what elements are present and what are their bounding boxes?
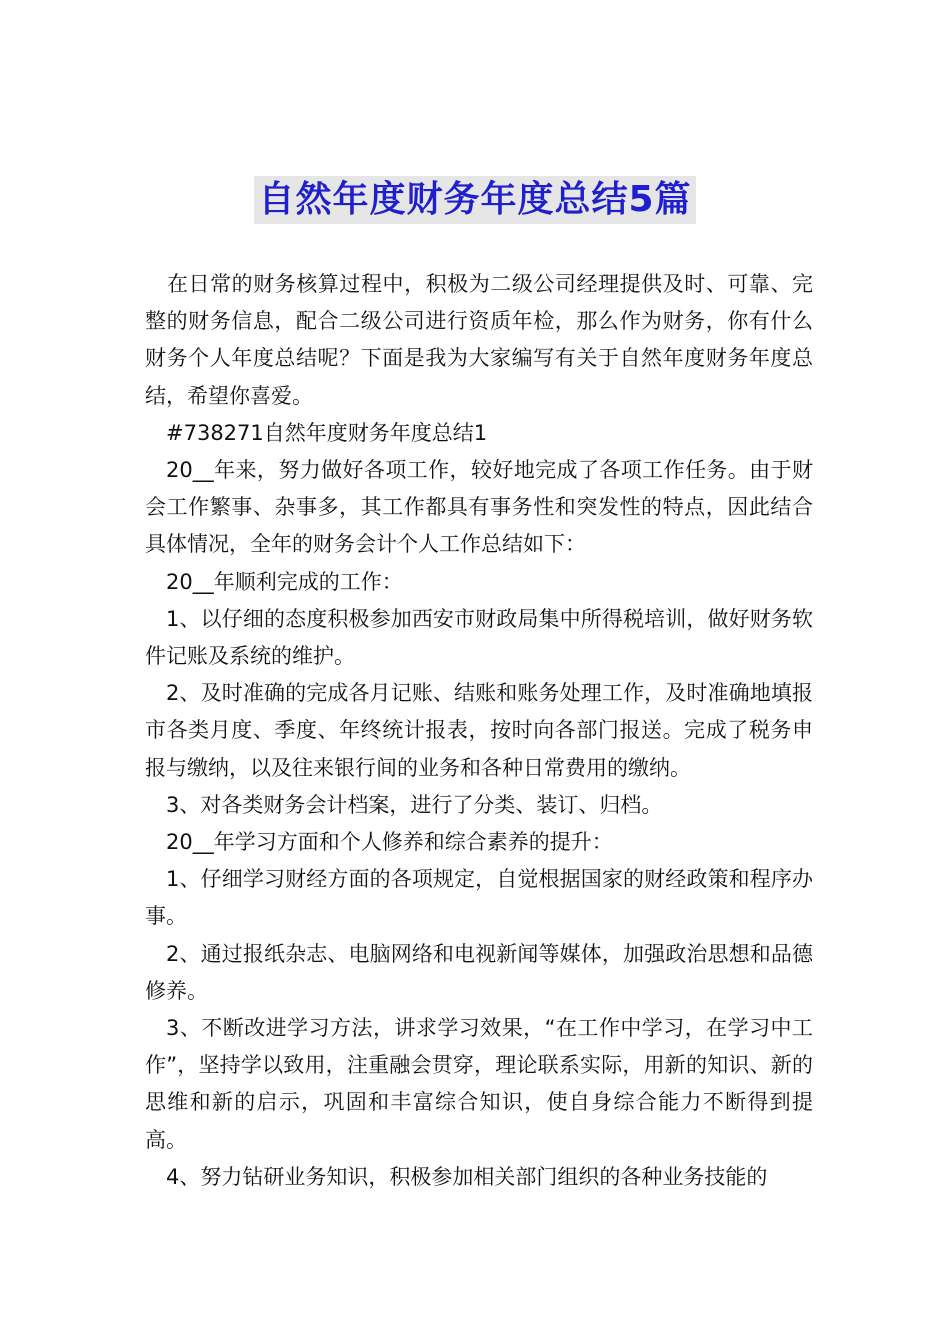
paragraph-completed-item-2: 2、及时准确的完成各月记账、结账和账务处理工作，及时准确地填报市各类月度、季度、年终统计报表，按时向各部门报送。完成了税务申报与缴纳，以及往来银行间的业务和各种日常费用的缴纳。: [145, 681, 813, 780]
paragraph-learning-item-3: 3、不断改进学习方法，讲求学习效果，“在工作中学习，在学习中工作”，坚持学以致用，注重融会贯穿，理论联系实际，用新的知识、新的思维和新的启示，巩固和丰富综合知识，使自身综合能力不断得到提高。: [145, 1016, 813, 1152]
document-title: 自然年度财务年度总结5篇: [254, 176, 695, 224]
paragraph-section-heading: #738271自然年度财务年度总结1: [166, 420, 488, 445]
title-container: [0, 176, 950, 224]
paragraph-overview: 20__年来，努力做好各项工作，较好地完成了各项工作任务。由于财会工作繁事、杂事多，其工作都具有事务性和突发性的特点，因此结合具体情况，全年的财务会计个人工作总结如下：: [145, 458, 813, 557]
paragraph-learning-item-1: 1、仔细学习财经方面的各项规定，自觉根据国家的财经政策和程序办事。: [145, 867, 813, 929]
paragraph-learning-item-2: 2、通过报纸杂志、电脑网络和电视新闻等媒体，加强政治思想和品德修养。: [145, 941, 813, 1003]
paragraph-completed-item-3: 3、对各类财务会计档案，进行了分类、装订、归档。: [166, 792, 663, 817]
document-body: [145, 266, 813, 1196]
paragraph-learning-heading: 20__年学习方面和个人修养和综合素养的提升：: [166, 830, 613, 855]
paragraph-completed-work-heading: 20__年顺利完成的工作：: [166, 569, 403, 594]
paragraph-completed-item-1: 1、以仔细的态度积极参加西安市财政局集中所得税培训，做好财务软件记账及系统的维护。: [145, 606, 813, 669]
paragraph-learning-item-4: 4、努力钻研业务知识，积极参加相关部门组织的各种业务技能的: [166, 1164, 768, 1189]
paragraph-intro: 在日常的财务核算过程中，积极为二级公司经理提供及时、可靠、完整的财务信息，配合二级公司进行资质年检，那么作为财务，你有什么财务个人年度总结呢？下面是我为大家编写有关于自然年度财务年度总结，希望你喜爱。: [145, 272, 813, 408]
